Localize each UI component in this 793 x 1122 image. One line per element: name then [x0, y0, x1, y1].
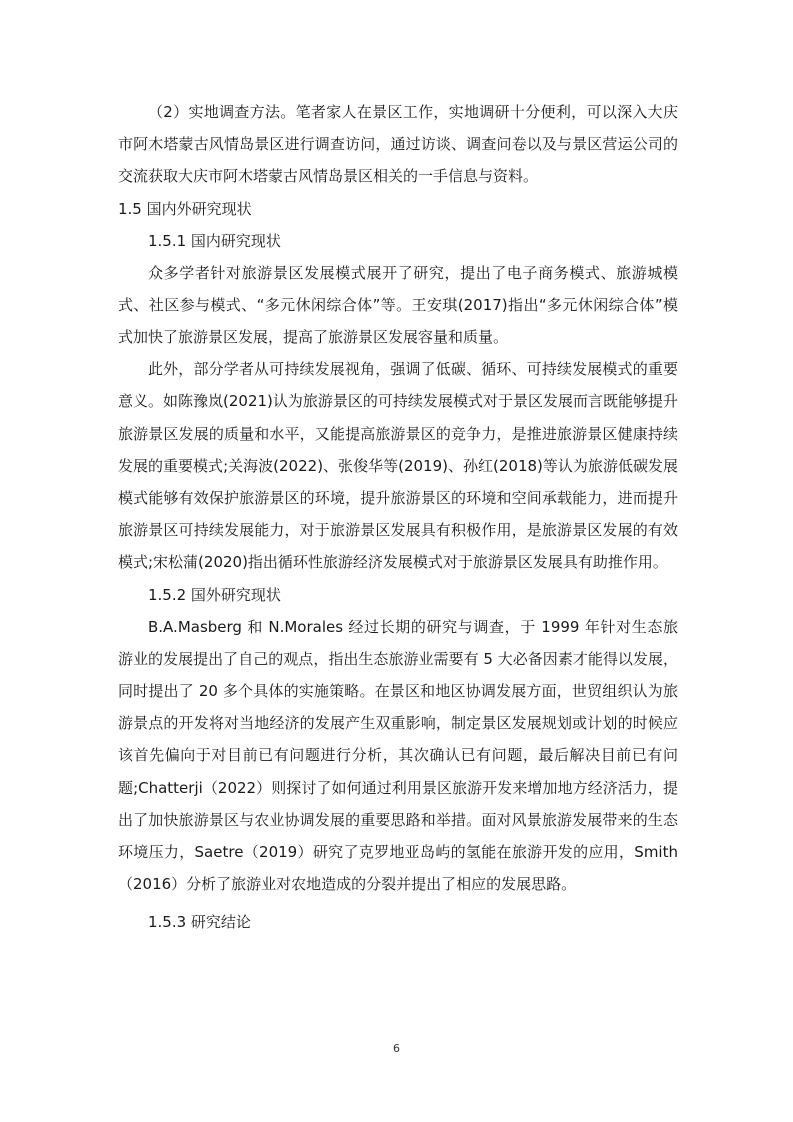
paragraph-foreign-research: B.A.Masberg 和 N.Morales 经过长期的研究与调查，于 1999 年针对生态旅游业的发展提出了自己的观点，指出生态旅游业需要有 5 大必备因素才能得以发展，同时提出了 20 多个具体的实施策略。在景区和地区协调发展方面，世贸组织认为旅游景点的开发将对当地经济的发展产生双重影响，制定景区发展规划或计划的时候应该首先偏向于对目前已有问题进行分析，其次确认已有问题，最后解决目前已有问题;Chatterji（2022）则探讨了如何通过利用景区旅游开发来增加地方经济活力，提出了加快旅游景区与农业协调发展的重要思路和举措。面对风景旅游发展带来的生态环境压力，Saetre（2019）研究了克罗地亚岛屿的氢能在旅游开发的应用，Smith（2016）分析了旅游业对农地造成的分裂并提出了相应的发展思路。 [118, 617, 678, 894]
subsection-heading-1-5-2: 1.5.2 国外研究现状 [148, 585, 281, 604]
body-text [118, 96, 678, 938]
paragraph-sustainable-development: 此外，部分学者从可持续发展视角，强调了低碳、循环、可持续发展模式的重要意义。如陈豫岚(2021)认为旅游景区的可持续发展模式对于景区发展而言既能够提升旅游景区发展的质量和水平，又能提高旅游景区的竞争力，是推进旅游景区健康持续发展的重要模式;关海波(2022)、张俊华等(2019)、孙红(2018)等认为旅游低碳发展模式能够有效保护旅游景区的环境，提升旅游景区的环境和空间承载能力，进而提升旅游景区可持续发展能力，对于旅游景区发展具有积极作用，是旅游景区发展的有效模式;宋松蒲(2020)指出循环性旅游经济发展模式对于旅游景区发展具有助推作用。 [118, 360, 678, 572]
page-number: 6 [393, 1042, 400, 1055]
subsection-heading-1-5-3: 1.5.3 研究结论 [148, 913, 251, 932]
subsection-heading-1-5-1: 1.5.1 国内研究现状 [148, 231, 281, 250]
paragraph-domestic-models: 众多学者针对旅游景区发展模式展开了研究，提出了电子商务模式、旅游城模式、社区参与模式、“多元休闲综合体”等。王安琪(2017)指出“多元休闲综合体”模式加快了旅游景区发展，提高了旅游景区发展容量和质量。 [118, 263, 678, 347]
section-heading-1-5: 1.5 国内外研究现状 [118, 199, 252, 218]
paragraph-field-survey-method: （2）实地调查方法。笔者家人在景区工作，实地调研十分便利，可以深入大庆市阿木塔蒙古风情岛景区进行调查访问，通过访谈、调查问卷以及与景区营运公司的交流获取大庆市阿木塔蒙古风情岛景区相关的一手信息与资料。 [118, 103, 678, 186]
